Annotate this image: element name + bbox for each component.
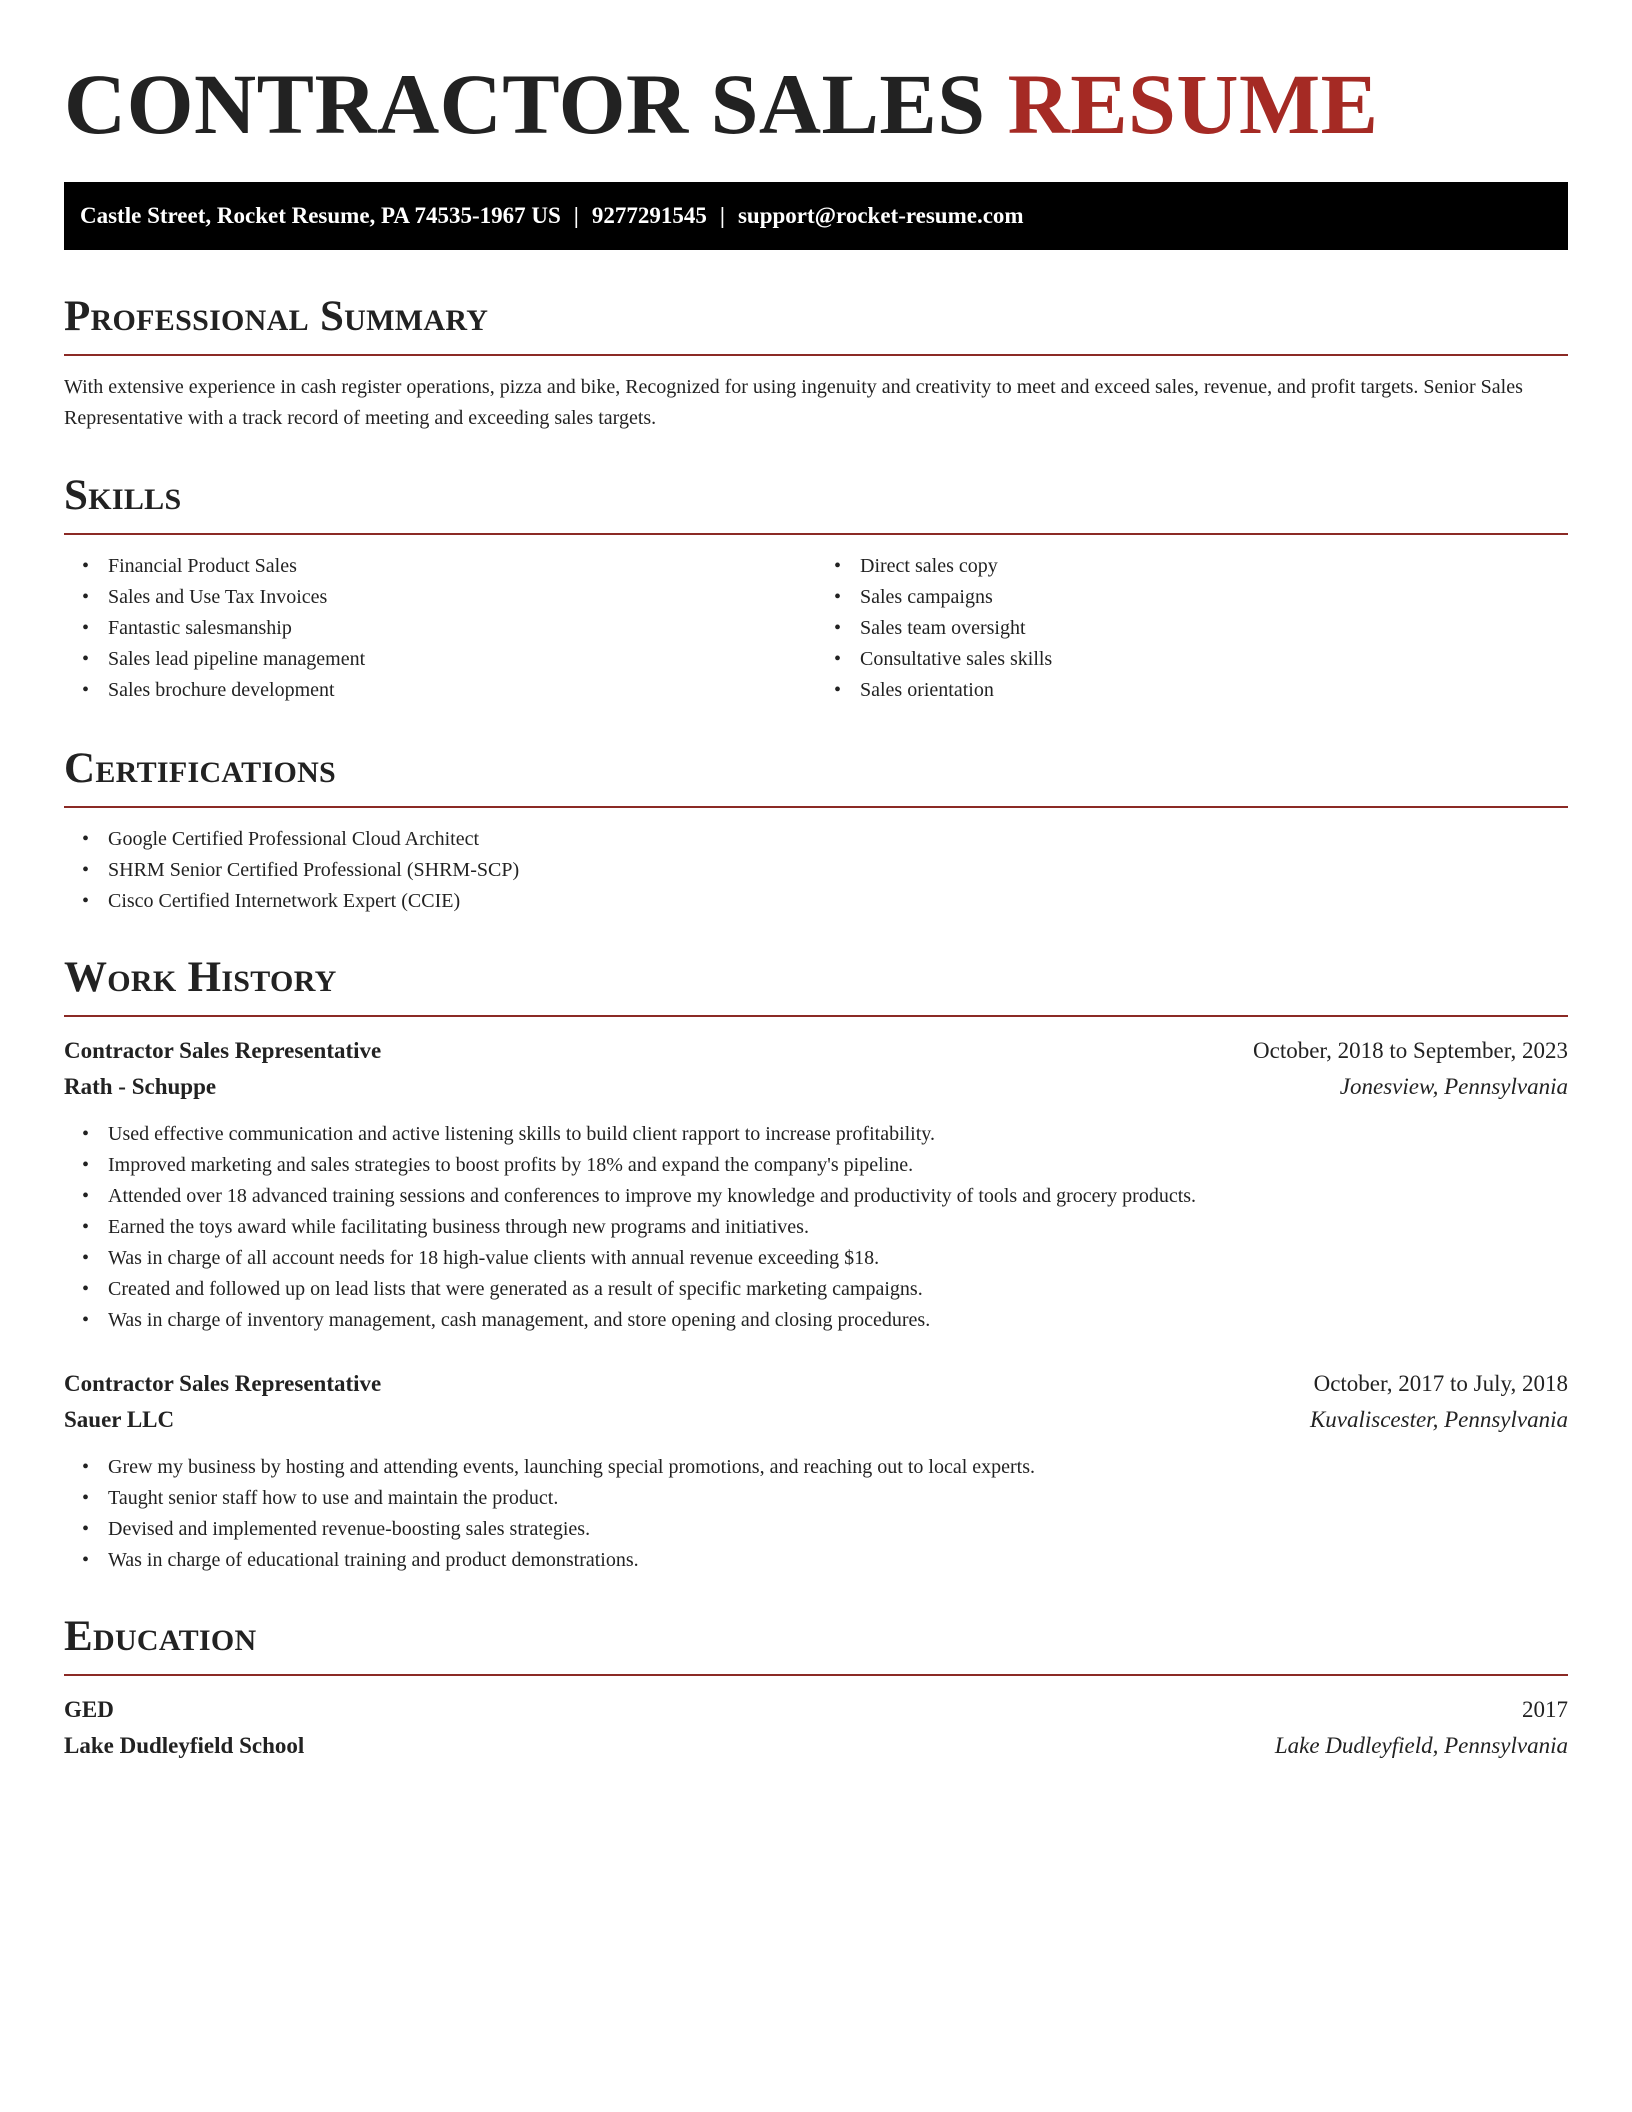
job-header-row <box>64 1366 1568 1402</box>
job-company-row <box>64 1069 1568 1105</box>
education-degree-row <box>64 1692 1568 1728</box>
skill-item: • Sales lead pipeline management <box>108 644 816 675</box>
job-duty-item: • Devised and implemented revenue-boosting sales strategies. <box>108 1514 1568 1545</box>
summary-heading: Professional Summary <box>64 294 1568 356</box>
work-history-heading: Work History <box>64 955 1568 1017</box>
resume-title <box>64 58 1568 150</box>
contact-email: support@rocket-resume.com <box>737 203 1024 228</box>
skills-list-right <box>816 551 1568 706</box>
job-duty-item: • Was in charge of inventory management, cash management, and store opening and closing procedures. <box>108 1305 1568 1336</box>
job-role: Contractor Sales Representative <box>64 1038 382 1063</box>
work-history-section <box>64 955 1568 1576</box>
education-school-row <box>64 1728 1568 1764</box>
education-school: Lake Dudleyfield School <box>64 1733 305 1758</box>
skill-item: • Sales brochure development <box>108 675 816 706</box>
skill-item: • Financial Product Sales <box>108 551 816 582</box>
job-duty-item: • Used effective communication and active listening skills to build client rapport to increase profitability. <box>108 1119 1568 1150</box>
title-accent: RESUME <box>1007 56 1379 152</box>
certifications-heading: Certifications <box>64 746 1568 808</box>
job-duty-item: • Was in charge of educational training and product demonstrations. <box>108 1545 1568 1576</box>
skill-item: • Consultative sales skills <box>860 644 1568 675</box>
job-location: Jonesview, Pennsylvania <box>1339 1074 1568 1099</box>
job-location: Kuvaliscester, Pennsylvania <box>1309 1407 1568 1432</box>
skill-item: • Sales and Use Tax Invoices <box>108 582 816 613</box>
certifications-section <box>64 746 1568 917</box>
job-dates: October, 2017 to July, 2018 <box>1313 1371 1568 1396</box>
job-duty-item: • Taught senior staff how to use and maintain the product. <box>108 1483 1568 1514</box>
certification-item: • SHRM Senior Certified Professional (SHRM-SCP) <box>108 855 1568 886</box>
education-heading: Education <box>64 1614 1568 1676</box>
education-year: 2017 <box>1522 1697 1568 1722</box>
skill-item: • Sales orientation <box>860 675 1568 706</box>
job-duty-item: • Attended over 18 advanced training sessions and conferences to improve my knowledge and productivity of tools and grocery products. <box>108 1181 1568 1212</box>
skill-item: • Fantastic salesmanship <box>108 613 816 644</box>
certification-item: • Google Certified Professional Cloud Architect <box>108 824 1568 855</box>
contact-separator: | <box>719 203 725 228</box>
job-company-row <box>64 1402 1568 1438</box>
job-duty-item: • Created and followed up on lead lists that were generated as a result of specific marketing campaigns. <box>108 1274 1568 1305</box>
job-duties-list <box>64 1119 1568 1336</box>
job-duties-list <box>64 1452 1568 1576</box>
skills-section <box>64 473 1568 706</box>
resume-page <box>64 0 1568 1764</box>
job-duty-item: • Was in charge of all account needs for 18 high-value clients with annual revenue exceeding $18. <box>108 1243 1568 1274</box>
education-degree: GED <box>64 1697 114 1722</box>
skill-item: • Sales team oversight <box>860 613 1568 644</box>
job-duty-item: • Earned the toys award while facilitating business through new programs and initiatives. <box>108 1212 1568 1243</box>
job-role: Contractor Sales Representative <box>64 1371 382 1396</box>
job-dates: October, 2018 to September, 2023 <box>1253 1038 1568 1063</box>
summary-text: With extensive experience in cash register operations, pizza and bike, Recognized for using ingenuity and creativity to meet and exceed sales, revenue, and profit targets. Senior Sales Representative with a track record of meeting and exceeding sales targets. <box>64 376 1523 429</box>
certification-item: • Cisco Certified Internetwork Expert (CCIE) <box>108 886 1568 917</box>
job-company: Rath - Schuppe <box>64 1074 217 1099</box>
contact-bar <box>64 182 1568 250</box>
job-header-row <box>64 1033 1568 1069</box>
skill-item: • Sales campaigns <box>860 582 1568 613</box>
job-duty-item: • Grew my business by hosting and attending events, launching special promotions, and reaching out to local experts. <box>108 1452 1568 1483</box>
certifications-list <box>64 824 1568 917</box>
education-section <box>64 1614 1568 1764</box>
job-duty-item: • Improved marketing and sales strategies to boost profits by 18% and expand the company's pipeline. <box>108 1150 1568 1181</box>
skills-heading: Skills <box>64 473 1568 535</box>
job-company: Sauer LLC <box>64 1407 175 1432</box>
skills-list-left <box>64 551 816 706</box>
education-location: Lake Dudleyfield, Pennsylvania <box>1274 1733 1568 1758</box>
education-entry <box>64 1692 1568 1764</box>
job-entry <box>64 1366 1568 1576</box>
title-main: CONTRACTOR SALES <box>64 56 986 152</box>
contact-address: Castle Street, Rocket Resume, PA 74535-1967 US <box>80 203 561 228</box>
skill-item: • Direct sales copy <box>860 551 1568 582</box>
skills-columns <box>64 535 1568 706</box>
summary-section <box>64 294 1568 433</box>
contact-separator: | <box>573 203 579 228</box>
job-entry <box>64 1033 1568 1336</box>
contact-phone: 9277291545 <box>591 203 707 228</box>
